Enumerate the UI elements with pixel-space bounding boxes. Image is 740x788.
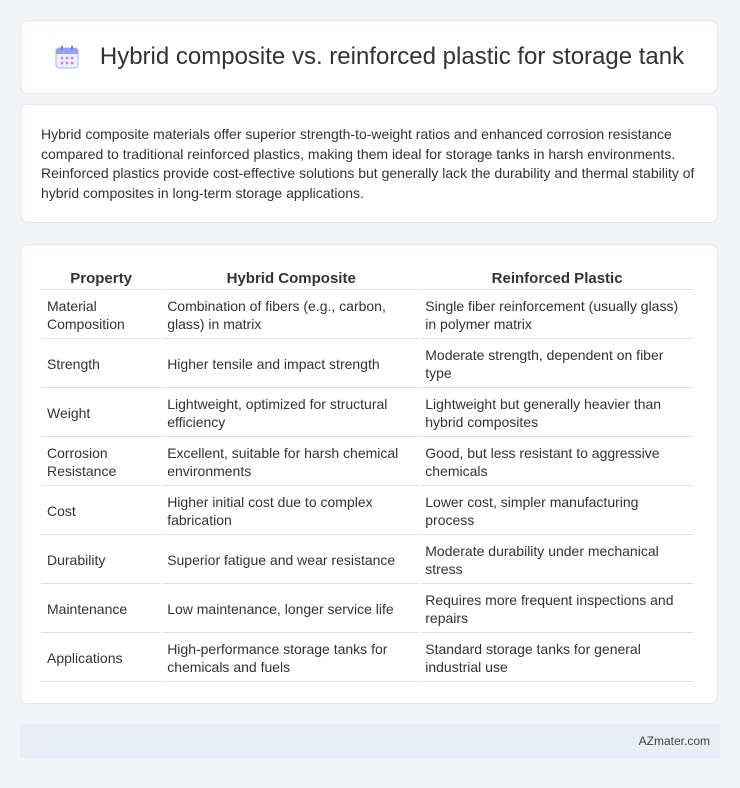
property-cell: Corrosion Resistance [41,437,161,486]
calendar-icon [54,44,80,70]
reinforced-plastic-cell: Single fiber reinforcement (usually glass) in polymer matrix [421,290,693,339]
table-row [41,486,693,535]
hybrid-composite-cell: Combination of fibers (e.g., carbon, glass) in matrix [163,290,419,339]
column-header-hybrid-composite: Hybrid Composite [163,263,419,290]
footer [20,724,720,758]
table-row [41,290,693,339]
summary-card [20,104,718,223]
reinforced-plastic-cell: Moderate durability under mechanical stress [421,535,693,584]
hybrid-composite-cell: High-performance storage tanks for chemicals and fuels [163,633,419,682]
property-cell: Weight [41,388,161,437]
reinforced-plastic-cell: Moderate strength, dependent on fiber type [421,339,693,388]
hybrid-composite-cell: Lightweight, optimized for structural efficiency [163,388,419,437]
table-row [41,633,693,682]
property-cell: Material Composition [41,290,161,339]
table-row [41,339,693,388]
table-header-row [41,263,693,290]
title-card [20,20,718,94]
reinforced-plastic-cell: Lower cost, simpler manufacturing process [421,486,693,535]
table-row [41,584,693,633]
property-cell: Cost [41,486,161,535]
column-header-property: Property [41,263,161,290]
reinforced-plastic-cell: Requires more frequent inspections and repairs [421,584,693,633]
property-cell: Durability [41,535,161,584]
table-row [41,535,693,584]
hybrid-composite-cell: Excellent, suitable for harsh chemical environments [163,437,419,486]
property-cell: Strength [41,339,161,388]
table-row [41,437,693,486]
hybrid-composite-cell: Higher initial cost due to complex fabrication [163,486,419,535]
hybrid-composite-cell: Higher tensile and impact strength [163,339,419,388]
comparison-table-card [20,244,718,704]
footer-brand: AZmater.com [638,734,710,748]
page-title: Hybrid composite vs. reinforced plastic for storage tank [99,43,685,70]
reinforced-plastic-cell: Good, but less resistant to aggressive chemicals [421,437,693,486]
reinforced-plastic-cell: Lightweight but generally heavier than hybrid composites [421,388,693,437]
table-row [41,388,693,437]
hybrid-composite-cell: Low maintenance, longer service life [163,584,419,633]
column-header-reinforced-plastic: Reinforced Plastic [421,263,693,290]
hybrid-composite-cell: Superior fatigue and wear resistance [163,535,419,584]
summary-text: Hybrid composite materials offer superior strength-to-weight ratios and enhanced corrosion resistance compared to traditional reinforced plastics, making them ideal for storage tanks in harsh environments. Reinforced plastics provide cost-effective solutions but generally lack the durability and thermal stability of hybrid composites in long-term storage applications. [41,126,695,201]
property-cell: Maintenance [41,584,161,633]
comparison-table [39,263,695,682]
property-cell: Applications [41,633,161,682]
reinforced-plastic-cell: Standard storage tanks for general industrial use [421,633,693,682]
